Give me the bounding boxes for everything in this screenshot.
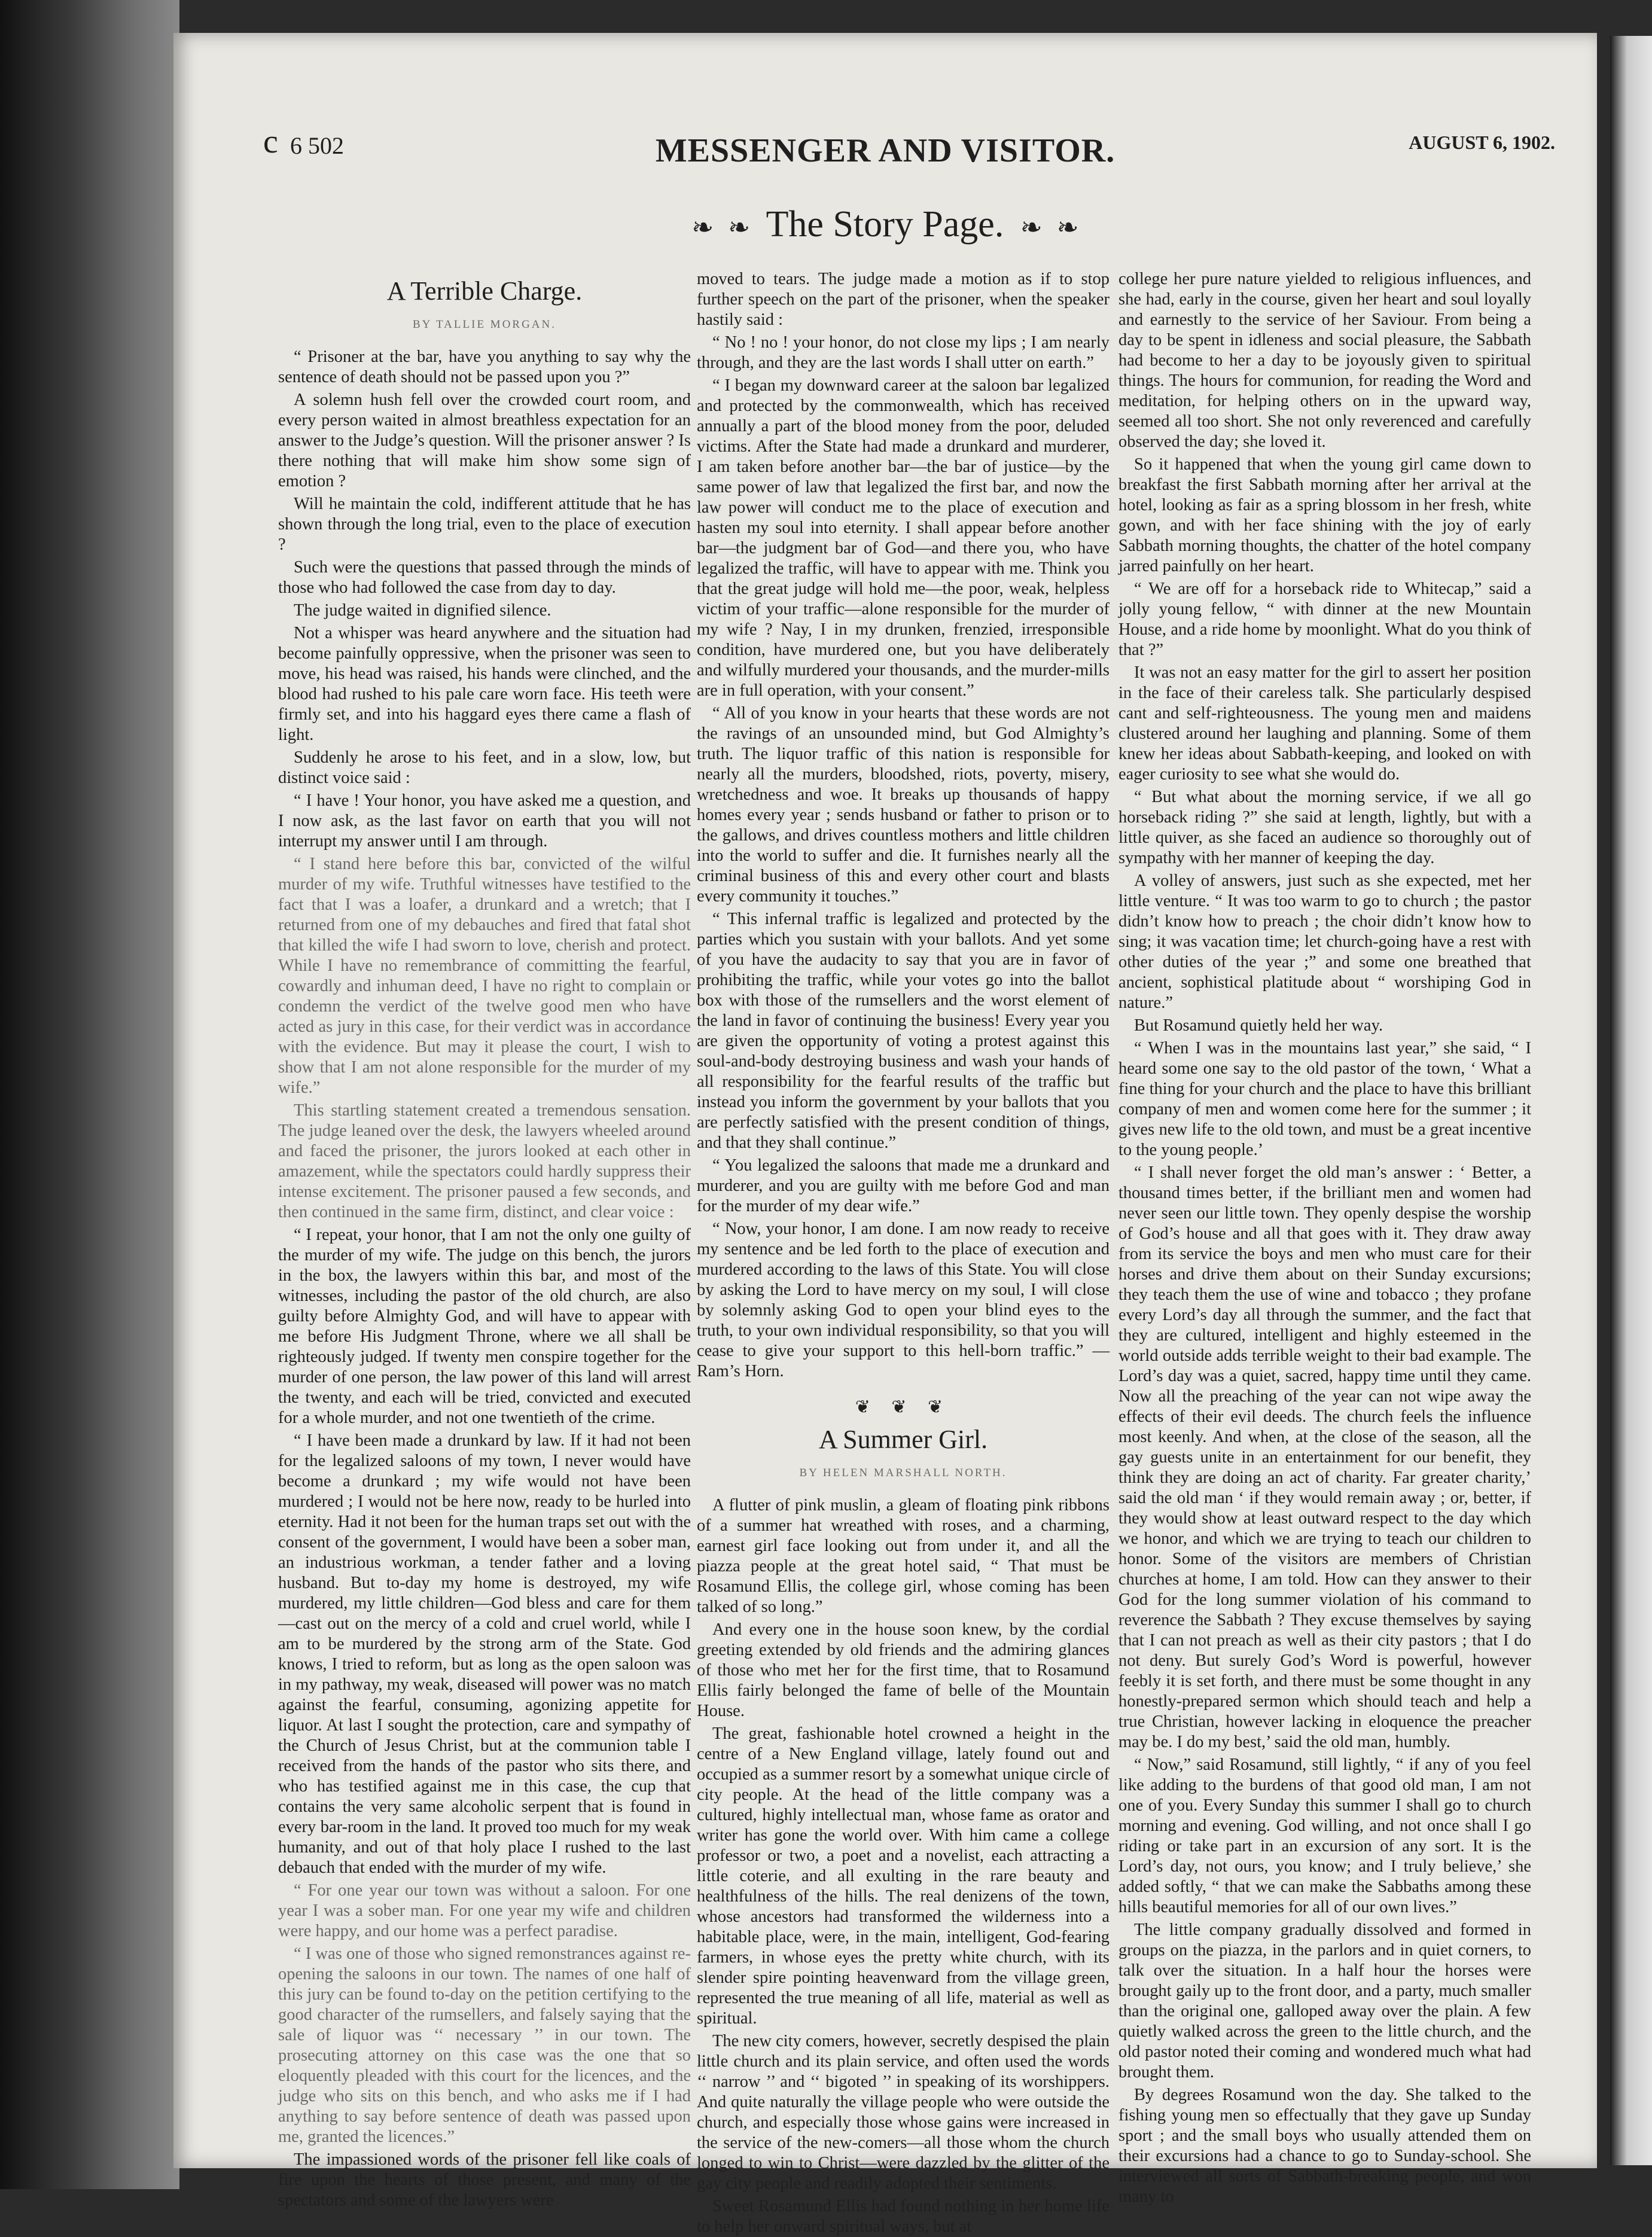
article-paragraph: But Rosamund quietly held her way. — [1134, 1016, 1383, 1035]
article-paragraph: “ I repeat, your honor, that I am not the only one guilty of the murder of my wife. The judge on this bench, the jurors in the box, the lawyers within this bar, and most of the witnesses, including the pastor of the old church, are also guilty before Almighty God, and will have to appear with me before His Judgment Throne, where we all shall be righteously judged. If twenty men conspire together for the murder of one person, the law power of this land will arrest the twenty, and each will be tried, convicted and executed for a whole murder, and not one twentieth of the crime. — [278, 1226, 691, 1427]
section-title-text: The Story Page. — [766, 204, 1004, 245]
article-paragraph: And every one in the house soon knew, by the cordial greeting extended by old friends and the admiring glances of those who met her for the first time, that to Rosamund Ellis fairly belonged the fame of belle of the Mountain House. — [697, 1620, 1110, 1720]
article-paragraph: So it happened that when the young girl came down to breakfast the first Sabbath morning after her arrival at the hotel, looking as fair as a spring blossom in her fresh, white gown, and with her face shining with the joy of early Sabbath morning thoughts, the chatter of the hotel company jarred painfully on her heart. — [1118, 455, 1531, 575]
article-paragraph: “ You legalized the saloons that made me a drunkard and murderer, and you are guilty with me before God and man for the murder of my dear wife.” — [697, 1156, 1110, 1215]
issue-date: AUGUST 6, 1902. — [1409, 132, 1555, 153]
article-paragraph: “ No ! no ! your honor, do not close my lips ; I am nearly through, and they are the last words I shall utter on earth.” — [697, 333, 1110, 372]
article-paragraph: A volley of answers, just such as she expected, met her little venture. “ It was too warm to go to church ; the pastor didn’t know how to preach ; the choir didn’t know how to sing; it was vacation time; let church-going have a rest with other duties of the year ;” and some one breathed that ancient, sophistical platitude about “ worshiping God in nature.” — [1118, 871, 1531, 1012]
article-paragraph: Such were the questions that passed through the minds of those who had followed the case from day to day. — [278, 558, 691, 597]
article-paragraph: “ I began my downward career at the saloon bar legalized and protected by the commonwealth, which has received annually a part of the blood money from the poor, deluded victims. After the State had made a drunkard and murderer, I am taken before another bar—the bar of justice—by the same power of law that legalized the first bar, and now the law power will conduct me to the place of execution and hasten my soul into eternity. I shall appear before another bar—the judgment bar of God—and there you, who have legalized the traffic, will have to appear with me. Think you that the great judge will hold me—the poor, weak, helpless victim of your traffic—alone responsible for the murder of my wife ? Nay, I in my drunken, frenzied, irresponsible condition, have murdered one, but you have deliberately and wilfully murdered your thousands, and the murder-mills are in full operation, with your consent.” — [697, 376, 1110, 700]
article-title: A Summer Girl. — [818, 1425, 988, 1454]
article-byline: BY TALLIE MORGAN. — [413, 318, 556, 331]
article-paragraph: “ This infernal traffic is legalized and protected by the parties which you sustain with your ballots. And yet some of you have the audacity to say that you are in favor of prohibiting the traffic, while your votes go into the ballot box with those of the rumsellers and the worst element of the land in favor of continuing the business! Every year you are given the opportunity of voting a protest against this soul-and-body destroying business and wash your hands of all responsibility for the fearful results of the traffic but instead you inform the government by your ballots that you are perfectly satisfied with the present condition of things, and that they shall continue.” — [697, 910, 1110, 1152]
article-paragraph: “ Now,” said Rosamund, still lightly, “ if any of you feel like adding to the burdens of that good old man, I am not one of you. Every Sunday this summer I shall go to church morning and evening. God willing, and not once shall I go riding or take part in an excursion of any sort. It is the Lord’s day, not ours, you know; and I truly believe,’ she added softly, “ that we can make the Sabbaths among these hills beautiful memories for all of our own lives.” — [1118, 1756, 1531, 1916]
section-title — [173, 203, 1597, 246]
article-paragraph: “ Prisoner at the bar, have you anything to say why the sentence of death should not be passed upon you ?” — [278, 348, 691, 386]
article-paragraph: “ Now, your honor, I am done. I am now ready to receive my sentence and be led forth to the place of execution and murdered according to the laws of this State. You will close by asking the Lord to have mercy on my soul, I will close by solemnly asking God to open your blind eyes to the truth, to your own individual responsibility, so that you will cease to give your support to this hell-born traffic.” —Ram’s Horn. — [697, 1220, 1110, 1380]
book-binding-left — [0, 0, 179, 2189]
column-2 — [697, 269, 1110, 2236]
column-3 — [1118, 269, 1531, 2206]
article-title: A Terrible Charge. — [386, 276, 583, 306]
article-paragraph: The little company gradually dissolved and formed in groups on the piazza, in the parlors and in quiet corners, to talk over the situation. In a half hour the horses were brought gaily up to the front door, and a party, much smaller than the original one, galloped away over the plain. A few quietly walked across the green to the little church, and the old pastor noted their coming and wondered much what had brought them. — [1118, 1921, 1531, 2081]
article-paragraph: Not a whisper was heard anywhere and the situation had become painfully oppressive, when the prisoner was seen to move, his head was raised, his hands were clinched, and the blood had rushed to his pale care worn face. His teeth were firmly set, and into his haggard eyes there came a flash of light. — [278, 624, 691, 744]
column-1 — [278, 269, 691, 2209]
article-paragraph: The new city comers, however, secretly despised the plain little church and its plain service, and often used the words ‘‘ narrow ’’ and ‘‘ bigoted ’’ in speaking of its worshippers. And quite naturally the village people who were outside the church, and especially those whose gains were increased in the service of the new-comers—all those whom the church longed to win to Christ—were dazzled by the glitter of the gay city people and readily adopted their sentiments. — [697, 2032, 1110, 2193]
article-byline: BY HELEN MARSHALL NORTH. — [799, 1467, 1007, 1479]
article-paragraph: “ All of you know in your hearts that these words are not the ravings of an unsounded mind, but God Almighty’s truth. The liquor traffic of this nation is responsible for nearly all the murders, bloodshed, riots, poverty, misery, wretchedness and woe. It breaks up thousands of happy homes every year ; sends husband or father to prison or to the gallows, and drives countless mothers and little children into the world to suffer and die. It furnishes nearly all the criminal business of this and every other court and blasts every community it touches.” — [697, 704, 1110, 906]
ornament-icon: ❧ — [728, 213, 751, 242]
article-paragraph: This startling statement created a tremendous sensation. The judge leaned over the desk, the lawyers wheeled around and faced the prisoner, the jurors looked at each other in amazement, while the spectators could hardly suppress their intense excitement. The prisoner paused a few seconds, and then continued in the same firm, distinct, and clear voice : — [278, 1101, 691, 1221]
article-paragraph: Suddenly he arose to his feet, and in a slow, low, but distinct voice said : — [278, 748, 691, 787]
article-paragraph: “ I shall never forget the old man’s answer : ‘ Better, a thousand times better, if the brilliant men and women had never seen our little town. They openly despise the worship of God’s house and all that goes with it. They draw away from its service the boys and men who must care for their horses and drive them about on their Sunday excursions; they teach them the use of wine and tobacco ; they profane every Lord’s day all through the summer, and the fact that they are cultured, intelligent and highly esteemed in the world outside adds terrible weight to their bad example. The Lord’s day was a quiet, sacred, happy time until they came. Now all the preaching of the year can not wipe away the effects of their evil deeds. The church feels the influence most keenly. And when, at the close of the season, all the gay guests unite in an entertainment for our benefit, they think they are doing an act of charity. Far greater charity,’ said the old man ‘ if they would remain away ; or, better, if they would show at least outward respect to the day which we honor, and which we are trying to teach our children to honor. Some of the visitors are members of Christian churches at home, I am told. How can they answer to their God for the long summer violation of his command to reverence the Sabbath ? They excuse themselves by saying that I can not preach as well as their city pastors ; that I do not deny. But surely God’s Word is powerful, however feebly it is set forth, and there must be some thought in any honestly-prepared sermon which should teach and help a true Christian, however lacking in eloquence the preacher may be. I do my best,’ said the old man, humbly. — [1118, 1163, 1531, 1751]
article-paragraph: “ But what about the morning service, if we all go horseback riding ?” she said at length, lightly, but with a little quiver, as she faced an audience so thoroughly out of sympathy with her manner of keeping the day. — [1118, 788, 1531, 867]
article-paragraph: By degrees Rosamund won the day. She talked to the fishing young men so effectually that they gave up Sunday sport ; and the small boys who usually attended them on their excursions had a chance to go to Sunday-school. She interviewed all sorts of Sabbath-breaking people, and won many to — [1118, 2086, 1531, 2206]
article-paragraph: “ I have been made a drunkard by law. If it had not been for the legalized saloons of my town, I never would have become a drunkard ; my wife would not have been murdered ; I would not be here now, ready to be hurled into eternity. Had it not been for the human traps set out with the consent of the government, I would have been a sober man, an industrious workman, a tender father and a loving husband. But to-day my home is destroyed, my wife murdered, my little children—God bless and care for them—cast out on the mercy of a cold and cruel world, while I am to be murdered by the strong arm of the State. God knows, I tried to reform, but as long as the open saloon was in my pathway, my weak, diseased will power was no match against the fearful, consuming, agonizing appetite for liquor. At last I sought the protection, care and sympathy of the Church of Jesus Christ, but at the communion table I received from the hands of the pastor who sits there, and who has testified against me in this case, the cup that contains the very same alcoholic serpent that is found in every bar-room in the land. It proved too much for my weak humanity, and out of that holy place I rushed to the last debauch that ended with the murder of my wife. — [278, 1431, 691, 1877]
article-paragraph: Will he maintain the cold, indifferent attitude that he has shown through the long trial, even to the place of execution ? — [278, 495, 691, 554]
facing-page-edge — [1610, 36, 1652, 2165]
article-paragraph: “ When I was in the mountains last year,” she said, “ I heard some one say to the old pastor of the town, ‘ What a fine thing for your church and the place to have this brilliant company of men and women come here for the summer ; it gives new life to the old town, and must be a great incentive to the young people.’ — [1118, 1039, 1531, 1159]
article-paragraph: moved to tears. The judge made a motion as if to stop further speech on the part of the prisoner, when the speaker hastily said : — [697, 270, 1110, 329]
article-paragraph: A solemn hush fell over the crowded court room, and every person waited in almost breathless expectation for an answer to the Judge’s question. Will the prisoner answer ? Is there nothing that will make him show some sign of emotion ? — [278, 391, 691, 490]
masthead: MESSENGER AND VISITOR. — [655, 132, 1115, 169]
ornament-icon: ❧ — [691, 213, 714, 242]
hand-mark: c — [263, 123, 278, 160]
article-paragraph: It was not an easy matter for the girl to assert her position in the face of their careless talk. She particularly despised cant and self-righteousness. The young men and maidens clustered around her laughing and planning. Some of them knew her ideas about Sabbath-keeping, and looked on with eager curiosity to see what she would do. — [1118, 663, 1531, 784]
article-paragraph: “ I was one of those who signed remonstrances against re-opening the saloons in our town. The names of one half of this jury can be found to-day on the petition certifying to the good character of the rumsellers, and falsely saying that the sale of liquor was ‘‘ necessary ’’ in our town. The prosecuting attorney on this case was the one that so eloquently pleaded with this court for the licences, and the judge who sits on this bench, and who asks me if I had anything to say before sentence of death was passed upon me, granted the licences.” — [278, 1945, 691, 2146]
article-paragraph: “ I have ! Your honor, you have asked me a question, and I now ask, as the last favor on earth that you will not interrupt my answer until I am through. — [278, 791, 691, 851]
newspaper-page — [173, 33, 1597, 2236]
article-paragraph: A flutter of pink muslin, a gleam of floating pink ribbons of a summer hat wreathed with roses, and a charming, earnest girl face looking out from under it, and all the piazza people at the great hotel said, “ That must be Rosamund Ellis, the college girl, whose coming has been talked of so long.” — [697, 1496, 1110, 1616]
article-paragraph: The impassioned words of the prisoner fell like coals of fire upon the hearts of those present, and many of the spectators and some of the lawyers were — [278, 2150, 691, 2209]
article-paragraph: “ I stand here before this bar, convicted of the wilful murder of my wife. Truthful witnesses have testified to the fact that I was a loafer, a drunkard and a wretch; that I returned from one of my debauches and fired that fatal shot that killed the wife I had sworn to love, cherish and protect. While I have no remembrance of committing the fearful, cowardly and inhuman deed, I have no right to complain or condemn the verdict of the twelve good men who have acted as jury in this case, for their verdict was in accordance with the evidence. But may it please the court, I wish to show that I am not alone responsible for the murder of my wife.” — [278, 855, 691, 1097]
section-divider-stars: ❦ ❦ ❦ — [855, 1397, 952, 1417]
article-paragraph: college her pure nature yielded to religious influences, and she had, early in the course, given her heart and soul loyally and earnestly to the service of her Saviour. From being a day to be spent in idleness and social pleasure, the Sabbath had become to her a day to be joyously given to spiritual things. The hours for communion, for reading the Word and meditation, for helping others on in the upward way, seemed all too short. She not only reverenced and carefully observed the day; she loved it. — [1118, 270, 1531, 451]
article-paragraph: The great, fashionable hotel crowned a height in the centre of a New England village, lately found out and occupied as a summer resort by a somewhat unique circle of city people. At the head of the little company was a cultured, highly intellectual man, whose fame as orator and writer has gone the world over. With him came a college professor or two, a poet and a novelist, each attracting a little coterie, and all exulting in the rare beauty and healthfulness of the hills. The real denizens of the town, whose ancestors had transformed the wilderness into a habitable place, were, in the main, intelligent, God-fearing farmers, in whose eyes the pretty white church, with its slender spire pointing heavenward from the village green, represented the true meaning of all life, material as well as spiritual. — [697, 1724, 1110, 2028]
ornament-icon: ❧ — [1020, 213, 1043, 242]
ornament-icon: ❧ — [1056, 213, 1079, 242]
article-paragraph: The judge waited in dignified silence. — [294, 601, 551, 620]
article-paragraph: Sweet Rosamund Ellis had found nothing in her home life to help her onward spiritual ways, but at — [697, 2197, 1110, 2236]
article-paragraph: “ For one year our town was without a saloon. For one year I was a sober man. For one year my wife and children were happy, and our home was a perfect paradise. — [278, 1881, 691, 1940]
article-paragraph: “ We are off for a horseback ride to Whitecap,” said a jolly young fellow, “ with dinner at the new Mountain House, and a ride home by moonlight. What do you think of that ?” — [1118, 580, 1531, 659]
page-number: 6 502 — [290, 132, 344, 159]
